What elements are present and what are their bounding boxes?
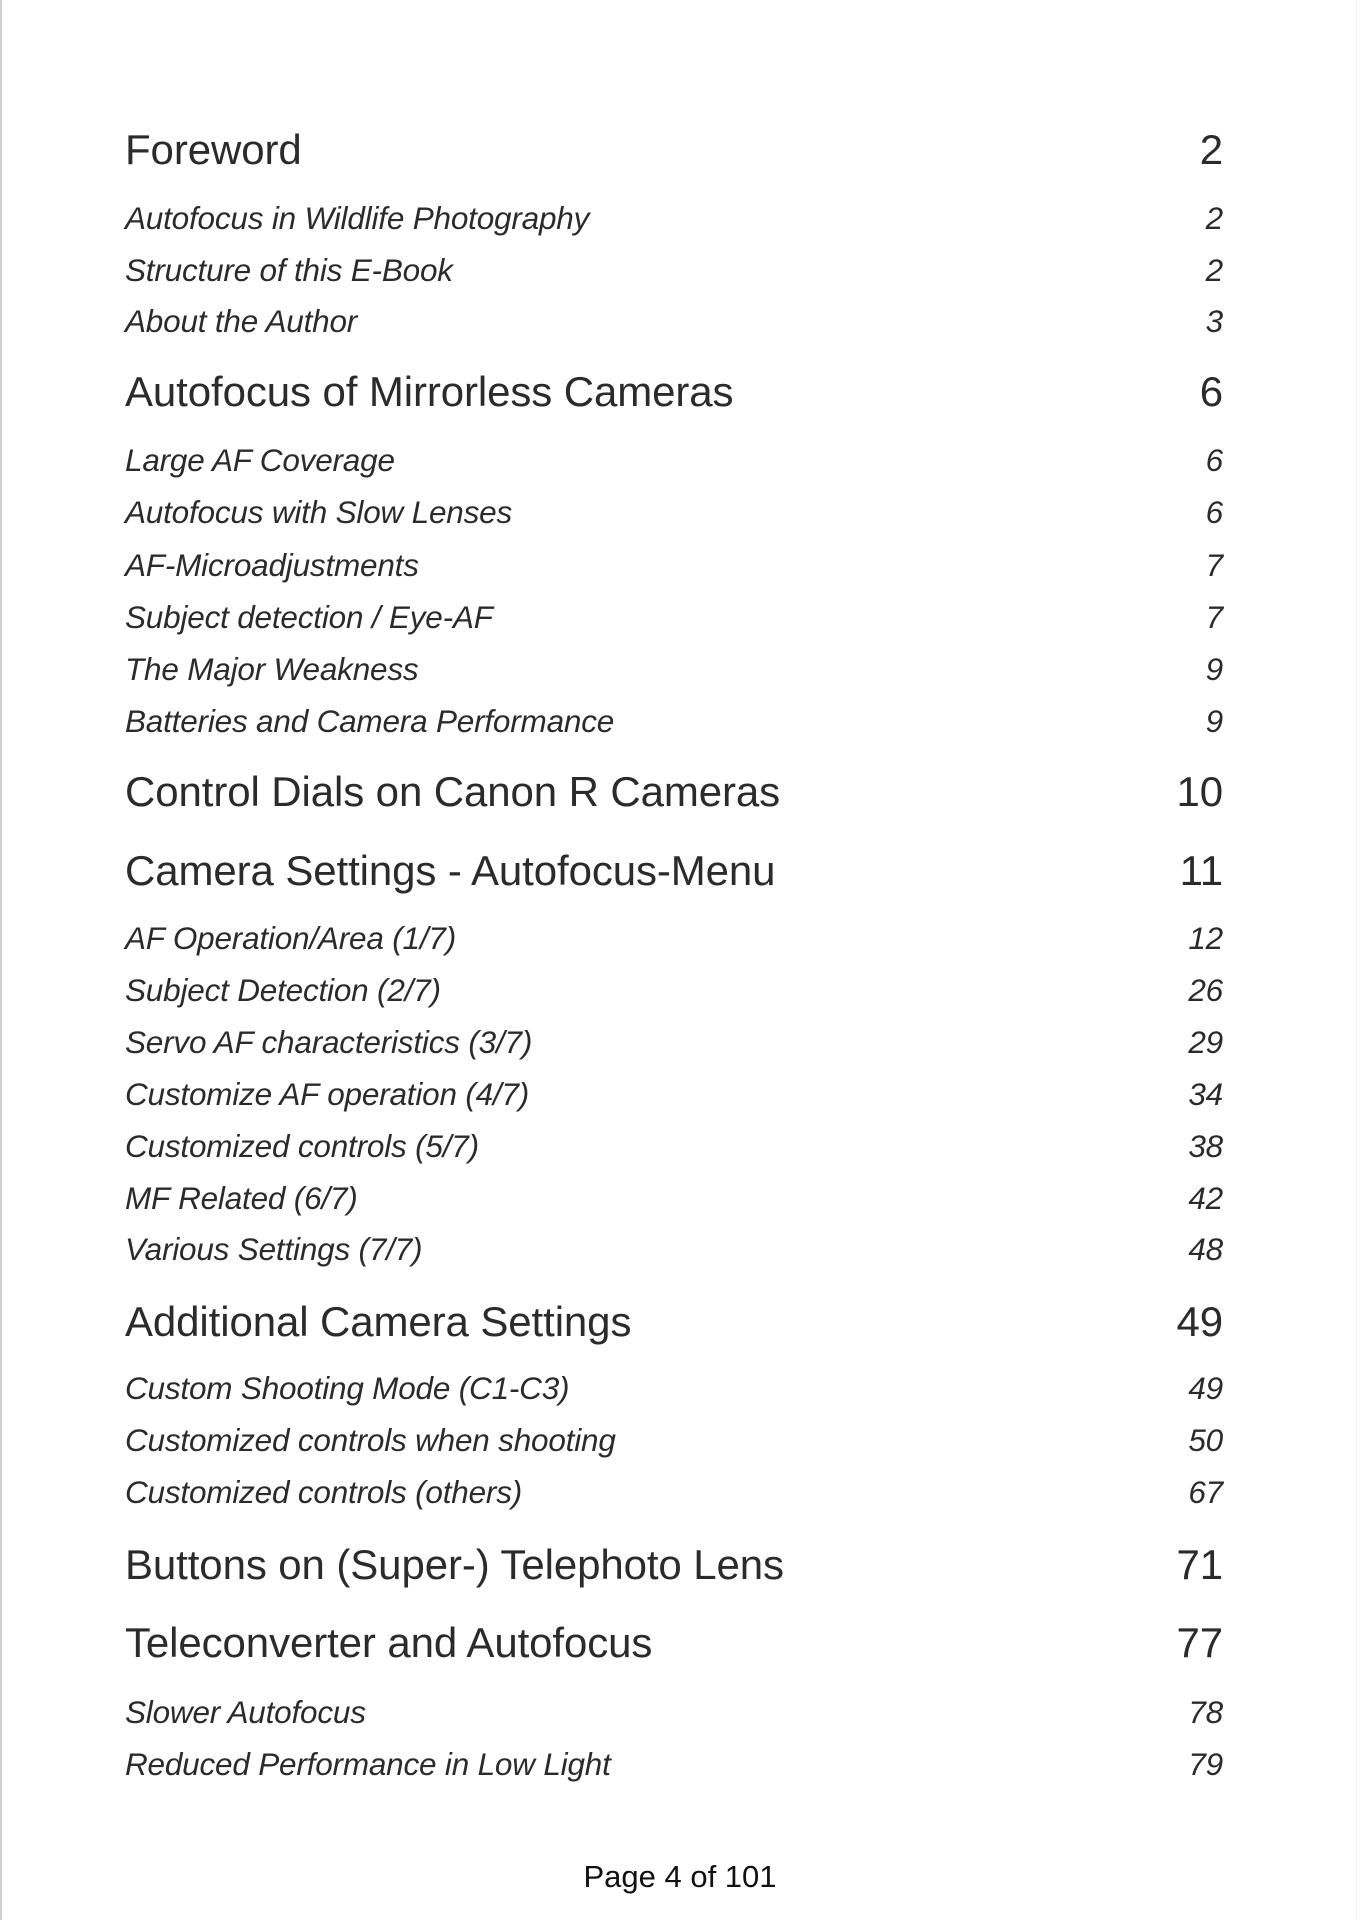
chapter-title: Teleconverter and Autofocus (125, 1619, 653, 1666)
chapter-page-number: 6 (1199, 368, 1223, 415)
section-page-number: 26 (1188, 972, 1223, 1008)
section-title: Customize AF operation (4/7) (125, 1076, 530, 1112)
section-title: AF-Microadjustments (125, 547, 419, 583)
chapter-page-number: 49 (1176, 1298, 1223, 1345)
toc-section[interactable] (125, 703, 1223, 741)
section-title: Subject Detection (2/7) (125, 972, 441, 1008)
toc-chapter-teleconverter[interactable] (125, 1618, 1223, 1668)
chapter-title: Foreword (125, 126, 302, 173)
toc-section[interactable] (125, 651, 1223, 689)
section-title: MF Related (6/7) (125, 1180, 358, 1216)
toc-section[interactable] (125, 200, 1223, 238)
section-page-number: 6 (1205, 442, 1223, 478)
section-page-number: 2 (1205, 200, 1223, 236)
toc-section[interactable] (125, 303, 1223, 341)
toc-section[interactable] (125, 599, 1223, 637)
section-title: Autofocus with Slow Lenses (125, 494, 513, 530)
section-page-number: 12 (1188, 920, 1223, 956)
section-page-number: 9 (1205, 651, 1223, 687)
toc-section[interactable] (125, 1370, 1223, 1408)
section-title: Slower Autofocus (125, 1694, 366, 1730)
chapter-title: Autofocus of Mirrorless Cameras (125, 368, 734, 415)
toc-chapter-camera-settings-af-menu[interactable] (125, 846, 1223, 896)
section-title: Large AF Coverage (125, 442, 395, 478)
toc-section[interactable] (125, 252, 1223, 290)
section-page-number: 2 (1205, 252, 1223, 288)
toc-section[interactable] (125, 1422, 1223, 1460)
toc-chapter-autofocus-mirrorless[interactable] (125, 367, 1223, 417)
section-page-number: 29 (1188, 1024, 1223, 1060)
section-title: Various Settings (7/7) (125, 1231, 423, 1267)
section-page-number: 48 (1188, 1231, 1223, 1267)
chapter-title: Buttons on (Super-) Telephoto Lens (125, 1541, 784, 1588)
section-title: Servo AF characteristics (3/7) (125, 1024, 533, 1060)
section-page-number: 9 (1205, 703, 1223, 739)
section-page-number: 7 (1205, 547, 1223, 583)
section-page-number: 79 (1188, 1746, 1223, 1782)
toc-section[interactable] (125, 1231, 1223, 1269)
toc-section[interactable] (125, 1746, 1223, 1784)
chapter-title: Control Dials on Canon R Cameras (125, 768, 781, 815)
chapter-page-number: 11 (1179, 847, 1223, 894)
page-indicator: Page 4 of 101 (583, 1859, 777, 1894)
toc-section[interactable] (125, 442, 1223, 480)
section-title: The Major Weakness (125, 651, 419, 687)
chapter-page-number: 10 (1176, 768, 1223, 815)
section-title: AF Operation/Area (1/7) (125, 920, 456, 956)
toc-section[interactable] (125, 1128, 1223, 1166)
section-page-number: 3 (1205, 303, 1223, 339)
section-title: Subject detection / Eye-AF (125, 599, 493, 635)
section-title: Custom Shooting Mode (C1-C3) (125, 1370, 570, 1406)
toc-chapter-control-dials[interactable] (125, 767, 1223, 817)
toc-section[interactable] (125, 972, 1223, 1010)
page-edge-left (0, 0, 2, 1920)
toc-section[interactable] (125, 1076, 1223, 1114)
section-page-number: 67 (1188, 1474, 1223, 1510)
toc-section[interactable] (125, 1180, 1223, 1218)
chapter-title: Camera Settings - Autofocus-Menu (125, 847, 776, 894)
toc-chapter-additional-camera-settings[interactable] (125, 1297, 1223, 1347)
section-title: Autofocus in Wildlife Photography (125, 200, 590, 236)
chapter-page-number: 77 (1176, 1619, 1223, 1666)
section-title: Customized controls (others) (125, 1474, 523, 1510)
toc-section[interactable] (125, 1694, 1223, 1732)
section-title: Customized controls (5/7) (125, 1128, 479, 1164)
chapter-page-number: 71 (1176, 1541, 1223, 1588)
section-title: Reduced Performance in Low Light (125, 1746, 611, 1782)
chapter-title: Additional Camera Settings (125, 1298, 632, 1345)
section-page-number: 42 (1188, 1180, 1223, 1216)
section-page-number: 6 (1205, 494, 1223, 530)
section-page-number: 49 (1188, 1370, 1223, 1406)
section-page-number: 34 (1188, 1076, 1223, 1112)
toc-section[interactable] (125, 547, 1223, 585)
section-page-number: 50 (1188, 1422, 1223, 1458)
section-page-number: 7 (1205, 599, 1223, 635)
toc-section[interactable] (125, 920, 1223, 958)
toc-section[interactable] (125, 1474, 1223, 1512)
toc-section[interactable] (125, 1024, 1223, 1062)
section-title: About the Author (125, 303, 358, 339)
section-page-number: 38 (1188, 1128, 1223, 1164)
chapter-page-number: 2 (1199, 126, 1223, 173)
section-title: Batteries and Camera Performance (125, 703, 615, 739)
page-edge-right (1356, 0, 1357, 1920)
section-title: Structure of this E-Book (125, 252, 453, 288)
toc-section[interactable] (125, 494, 1223, 532)
section-title: Customized controls when shooting (125, 1422, 616, 1458)
toc-chapter-telephoto-buttons[interactable] (125, 1540, 1223, 1590)
toc-chapter-foreword[interactable] (125, 125, 1223, 175)
section-page-number: 78 (1188, 1694, 1223, 1730)
